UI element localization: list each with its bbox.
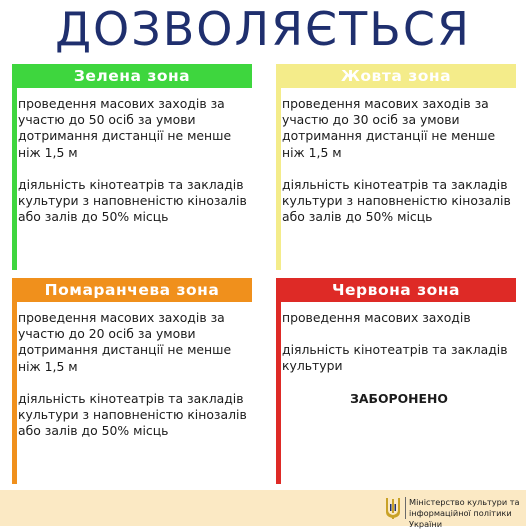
orange-zone-title: Помаранчева зона <box>12 278 252 302</box>
ministry-name <box>409 497 525 530</box>
red-zone-banned: ЗАБОРОНЕНО <box>350 390 448 406</box>
green-zone-bar <box>12 64 17 270</box>
page-title: ДОЗВОЛЯЄТЬСЯ <box>55 2 471 56</box>
green-zone-body <box>18 96 252 241</box>
orange-zone-body <box>18 310 252 455</box>
red-zone-body <box>282 310 516 423</box>
red-zone-title: Червона зона <box>276 278 516 302</box>
footer-divider <box>405 497 406 519</box>
yellow-zone-events: проведення масових заходів за участю до 30 осіб за умови дотримання дистанції не менше ніж 1,5 м <box>282 96 496 160</box>
red-zone-cinemas: діяльність кінотеатрів та закладів культури <box>282 342 508 374</box>
green-zone-title: Зелена зона <box>12 64 252 88</box>
yellow-zone-title: Жовта зона <box>276 64 516 88</box>
ministry-name-line1: Міністерство культури та <box>409 497 520 507</box>
yellow-zone-bar <box>276 64 281 270</box>
ministry-name-line2: інформаційної політики України <box>409 508 512 529</box>
red-zone-events: проведення масових заходів <box>282 310 471 325</box>
yellow-zone-body <box>282 96 516 241</box>
green-zone-cinemas: діяльність кінотеатрів та закладів культури з наповненістю кінозалів або залів до 50% місць <box>18 176 247 225</box>
orange-zone-card <box>12 278 252 484</box>
yellow-zone-card <box>276 64 516 270</box>
trident-icon <box>385 496 401 520</box>
yellow-zone-cinemas: діяльність кінотеатрів та закладів культури з наповненістю кінозалів або залів до 50% місць <box>282 176 511 225</box>
orange-zone-events: проведення масових заходів за участю до 20 осіб за умови дотримання дистанції не менше ніж 1,5 м <box>18 310 232 374</box>
red-zone-card <box>276 278 516 484</box>
orange-zone-cinemas: діяльність кінотеатрів та закладів культури з наповненістю кінозалів або залів до 50% місць <box>18 390 247 439</box>
orange-zone-bar <box>12 278 17 484</box>
green-zone-events: проведення масових заходів за участю до 50 осіб за умови дотримання дистанції не менше ніж 1,5 м <box>18 96 232 160</box>
green-zone-card <box>12 64 252 270</box>
red-zone-bar <box>276 278 281 484</box>
